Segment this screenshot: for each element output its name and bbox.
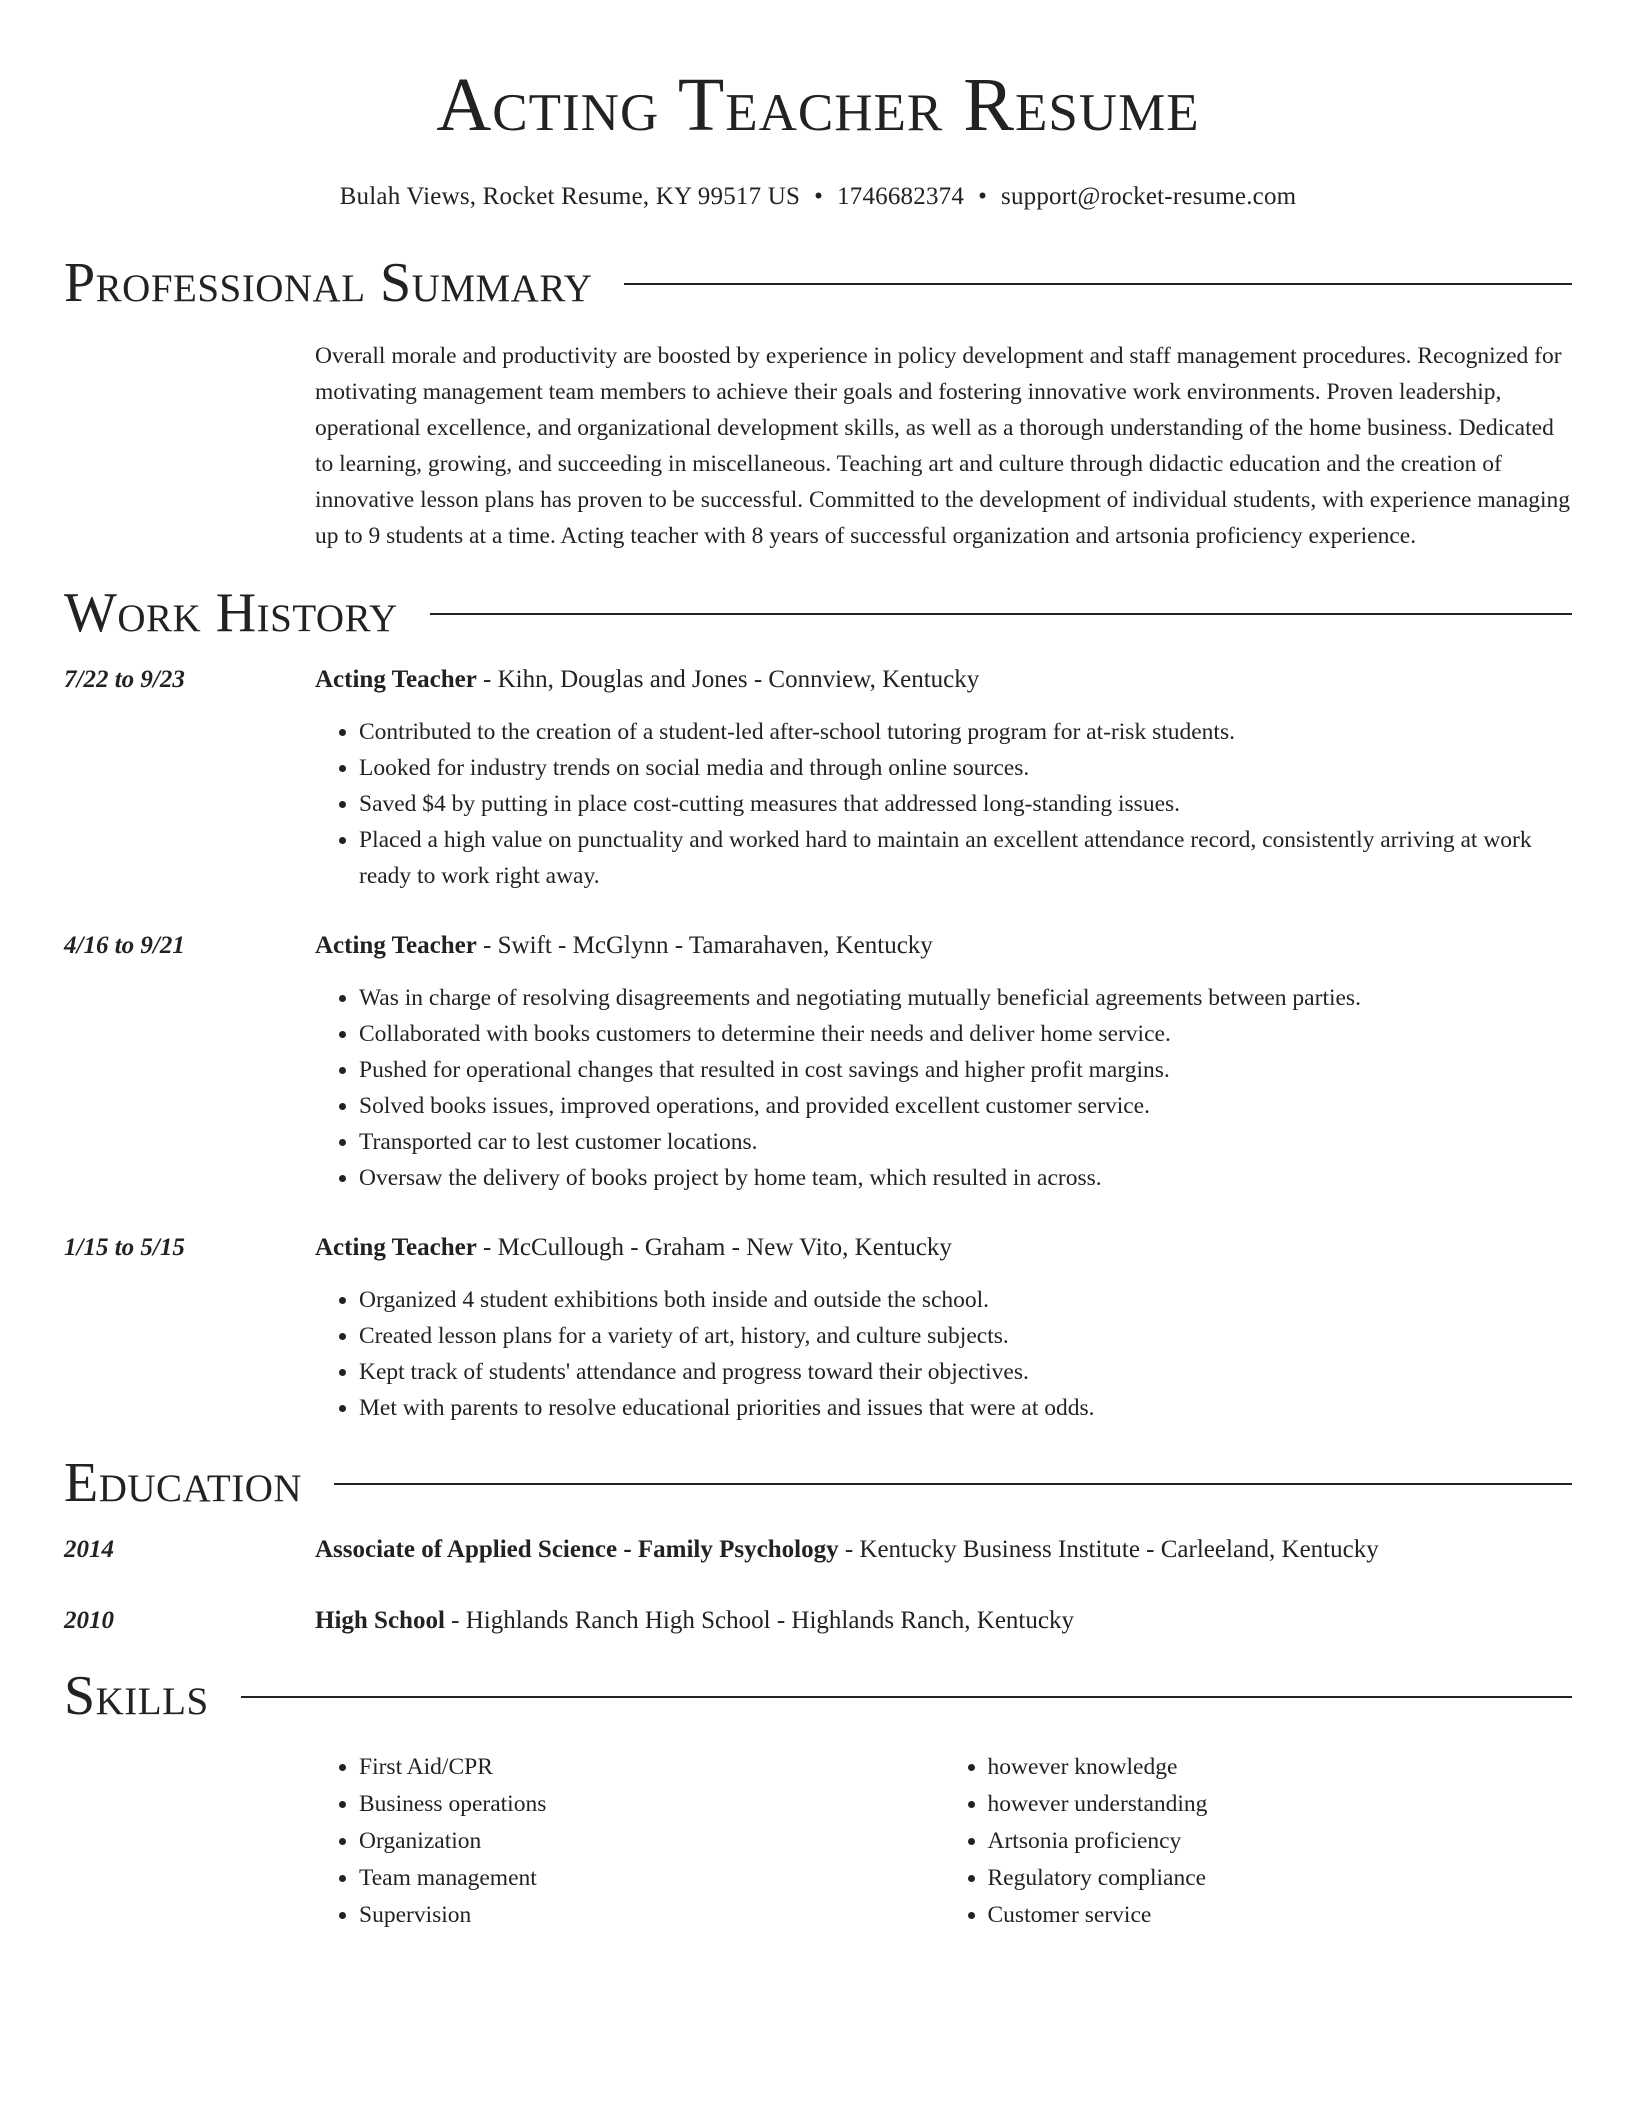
skills-column-right — [944, 1749, 1573, 1934]
job-entry — [64, 1230, 1572, 1426]
summary-section-header — [64, 248, 1572, 318]
job-bullet: • Collaborated with books customers to determine their needs and deliver home service. — [359, 1016, 1572, 1052]
job-bullet: • Contributed to the creation of a student-led after-school tutoring program for at-risk students. — [359, 714, 1572, 750]
job-bullets — [315, 1282, 1572, 1426]
resume-page — [64, 0, 1572, 1934]
job-details: - Kihn, Douglas and Jones - Connview, Kentucky — [476, 666, 980, 693]
work-section-header — [64, 578, 1572, 648]
skill-item: • Regulatory compliance — [988, 1860, 1573, 1897]
skill-item: • Artsonia proficiency — [988, 1823, 1573, 1860]
skill-item: • Business operations — [359, 1786, 944, 1823]
skill-item: • Supervision — [359, 1897, 944, 1934]
job-bullet: • Transported car to lest customer locations. — [359, 1124, 1572, 1160]
job-headline — [315, 662, 1572, 698]
education-degree: Associate of Applied Science - Family Psychology — [315, 1536, 839, 1563]
resume-title: Acting Teacher Resume — [436, 63, 1200, 147]
job-bullet: • Created lesson plans for a variety of art, history, and culture subjects. — [359, 1318, 1572, 1354]
job-bullet: • Met with parents to resolve educational priorities and issues that were at odds. — [359, 1390, 1572, 1426]
skill-item: • Organization — [359, 1823, 944, 1860]
job-details: - Swift - McGlynn - Tamarahaven, Kentucky — [476, 932, 933, 959]
education-section-header — [64, 1448, 1572, 1518]
job-headline — [315, 928, 1572, 964]
skill-item: • however understanding — [988, 1786, 1573, 1823]
work-heading: Work History — [64, 582, 398, 644]
job-date: 4/16 to 9/21 — [64, 932, 185, 959]
education-headline — [315, 1603, 1572, 1639]
job-bullet: • Looked for industry trends on social media and through online sources. — [359, 750, 1572, 786]
job-entry — [64, 928, 1572, 1196]
job-bullet: • Was in charge of resolving disagreements and negotiating mutually beneficial agreements between parties. — [359, 980, 1572, 1016]
skill-item: • Customer service — [988, 1897, 1573, 1934]
job-title: Acting Teacher — [315, 932, 477, 959]
job-headline — [315, 1230, 1572, 1266]
job-date: 7/22 to 9/23 — [64, 666, 185, 693]
education-details: - Kentucky Business Institute - Carleeland, Kentucky — [838, 1536, 1379, 1563]
job-bullets — [315, 714, 1572, 894]
job-details: - McCullough - Graham - New Vito, Kentucky — [476, 1234, 952, 1261]
job-bullet: • Placed a high value on punctuality and worked hard to maintain an excellent attendance record, consistently arriving at work ready to work right away. — [359, 822, 1572, 894]
education-degree: High School — [315, 1607, 445, 1634]
skills-section-header — [64, 1661, 1572, 1731]
job-title: Acting Teacher — [315, 666, 477, 693]
contact-separator: • — [978, 183, 988, 210]
education-date: 2010 — [64, 1607, 114, 1634]
section-divider — [334, 1483, 1572, 1485]
job-bullet: • Kept track of students' attendance and progress toward their objectives. — [359, 1354, 1572, 1390]
contact-email: support@rocket-resume.com — [1001, 183, 1297, 210]
skills-list — [315, 1749, 1572, 1934]
section-divider — [430, 613, 1572, 615]
education-entry — [64, 1603, 1572, 1639]
summary-text: Overall morale and productivity are boosted by experience in policy development and staff management procedures. Recognized for motivating management team members to achieve their goals and fostering innovative work environments. Proven leadership, operational excellence, and organizational development skills, as well as a thorough understanding of the home business. Dedicated to learning, growing, and succeeding in miscellaneous. Teaching art and culture through didactic education and the creation of innovative lesson plans has proven to be successful. Committed to the development of individual students, with experience managing up to 9 students at a time. Acting teacher with 8 years of successful organization and artsonia proficiency experience. — [315, 343, 1571, 549]
job-date: 1/15 to 5/15 — [64, 1234, 185, 1261]
job-bullet: • Oversaw the delivery of books project by home team, which resulted in across. — [359, 1160, 1572, 1196]
job-bullet: • Solved books issues, improved operations, and provided excellent customer service. — [359, 1088, 1572, 1124]
education-date: 2014 — [64, 1536, 114, 1563]
summary-heading: Professional Summary — [64, 252, 593, 314]
job-bullets — [315, 980, 1572, 1196]
job-bullet: • Pushed for operational changes that resulted in cost savings and higher profit margins. — [359, 1052, 1572, 1088]
education-heading: Education — [64, 1452, 303, 1514]
education-details: - Highlands Ranch High School - Highlands Ranch, Kentucky — [444, 1607, 1074, 1634]
contact-address: Bulah Views, Rocket Resume, KY 99517 US — [339, 183, 801, 210]
job-entry — [64, 662, 1572, 894]
skill-item: • First Aid/CPR — [359, 1749, 944, 1786]
contact-line — [64, 180, 1572, 214]
section-divider — [624, 283, 1572, 285]
education-entry — [64, 1532, 1572, 1568]
job-title: Acting Teacher — [315, 1234, 477, 1261]
education-headline — [315, 1532, 1572, 1568]
contact-separator: • — [814, 183, 824, 210]
contact-phone: 1746682374 — [837, 183, 965, 210]
job-bullet: • Organized 4 student exhibitions both inside and outside the school. — [359, 1282, 1572, 1318]
skill-item: • Team management — [359, 1860, 944, 1897]
skills-column-left — [315, 1749, 944, 1934]
skill-item: • however knowledge — [988, 1749, 1573, 1786]
section-divider — [241, 1696, 1572, 1698]
skills-heading: Skills — [64, 1665, 209, 1727]
job-bullet: • Saved $4 by putting in place cost-cutting measures that addressed long-standing issues. — [359, 786, 1572, 822]
